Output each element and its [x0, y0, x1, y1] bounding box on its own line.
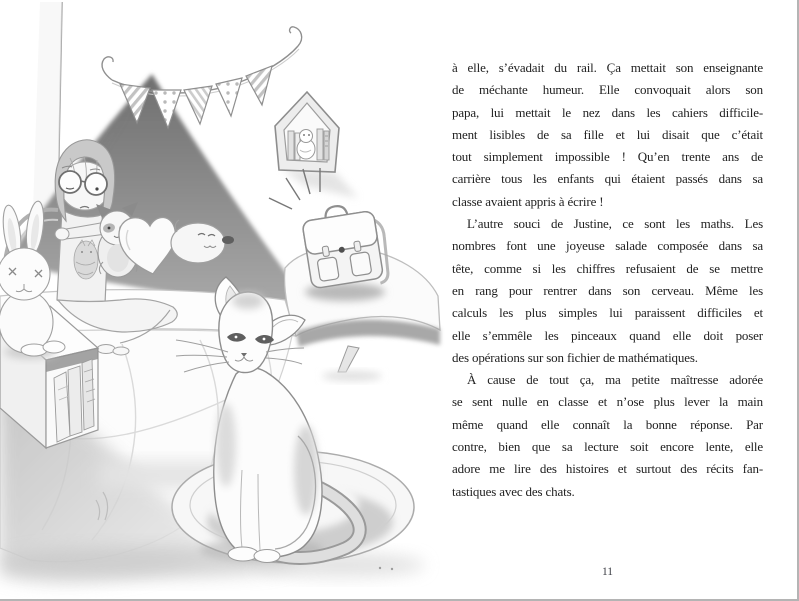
text-line: papa, lui mettait le nez dans les cahiers difficile- — [452, 104, 763, 120]
text-line: à elle, s’évadait du rail. Ça mettait son enseignante — [452, 60, 763, 75]
text-page — [452, 57, 763, 503]
cat-paw — [254, 550, 280, 563]
text-line: des opérations sur son fichier de mathématiques. — [452, 349, 698, 365]
story-text — [452, 57, 763, 503]
text-line: calculs les plus simples lui paraissent difficiles et — [452, 305, 763, 321]
bed-leg — [338, 346, 359, 372]
text-line: tête, comme si les chiffres refusaient de se mettre — [452, 260, 763, 276]
bunny-head — [0, 248, 50, 300]
text-line: classe avaient appris à écrire ! — [452, 193, 604, 209]
shirt-graphic — [74, 241, 98, 279]
text-line: de méchante humeur. Elle convoquait alors son — [452, 82, 763, 98]
text-line: se sent nulle en classe et n’ose plus lever la main — [452, 394, 763, 410]
glasses-lens — [85, 173, 107, 195]
bag-pocket — [350, 252, 372, 277]
bunny-foot — [43, 341, 65, 353]
foot — [97, 345, 115, 354]
text-line: carrière tous les enfants qui étaient passés dans sa — [452, 171, 763, 187]
text-line: nombres font une joyeuse salade composée dans sa — [452, 238, 763, 254]
text-line: ment lisibles de sa fille et lui disait que c’était — [452, 126, 763, 142]
text-line: tout simplement impossible ! Qu’en trente ans de — [452, 149, 763, 165]
text-line: en rang pour rentrer dans son cerveau. Même les — [452, 282, 763, 298]
bird-figurine — [297, 130, 315, 160]
text-line: elle s’emmêle les pinceaux quand elle doit poser — [452, 327, 763, 343]
text-line: contre, bien que sa lecture soit encore lente, elle — [452, 439, 763, 455]
text-line: L’autre souci de Justine, ce sont les maths. Les — [467, 216, 763, 232]
bag-pocket — [317, 257, 339, 282]
cat-paw — [228, 547, 258, 561]
pennant-flag — [216, 78, 242, 116]
pennant-flag — [246, 66, 272, 105]
page-number: 11 — [601, 566, 614, 578]
text-line: À cause de tout ça, ma petite maîtresse adorée — [467, 372, 763, 388]
foot — [113, 347, 129, 355]
left-hook-icon — [102, 57, 113, 80]
glasses-lens — [59, 171, 81, 193]
house-shelf — [275, 92, 358, 198]
text-line: même quand elle connaît la bonne réponse. Par — [452, 416, 763, 432]
pennant-flag — [184, 86, 212, 124]
right-hook-icon — [290, 27, 302, 46]
text-line: tastiques avec des chats. — [452, 483, 575, 499]
bunting-garland — [102, 27, 302, 128]
text-line: adore me lire des histoires et surtout des récits fan- — [452, 461, 763, 477]
